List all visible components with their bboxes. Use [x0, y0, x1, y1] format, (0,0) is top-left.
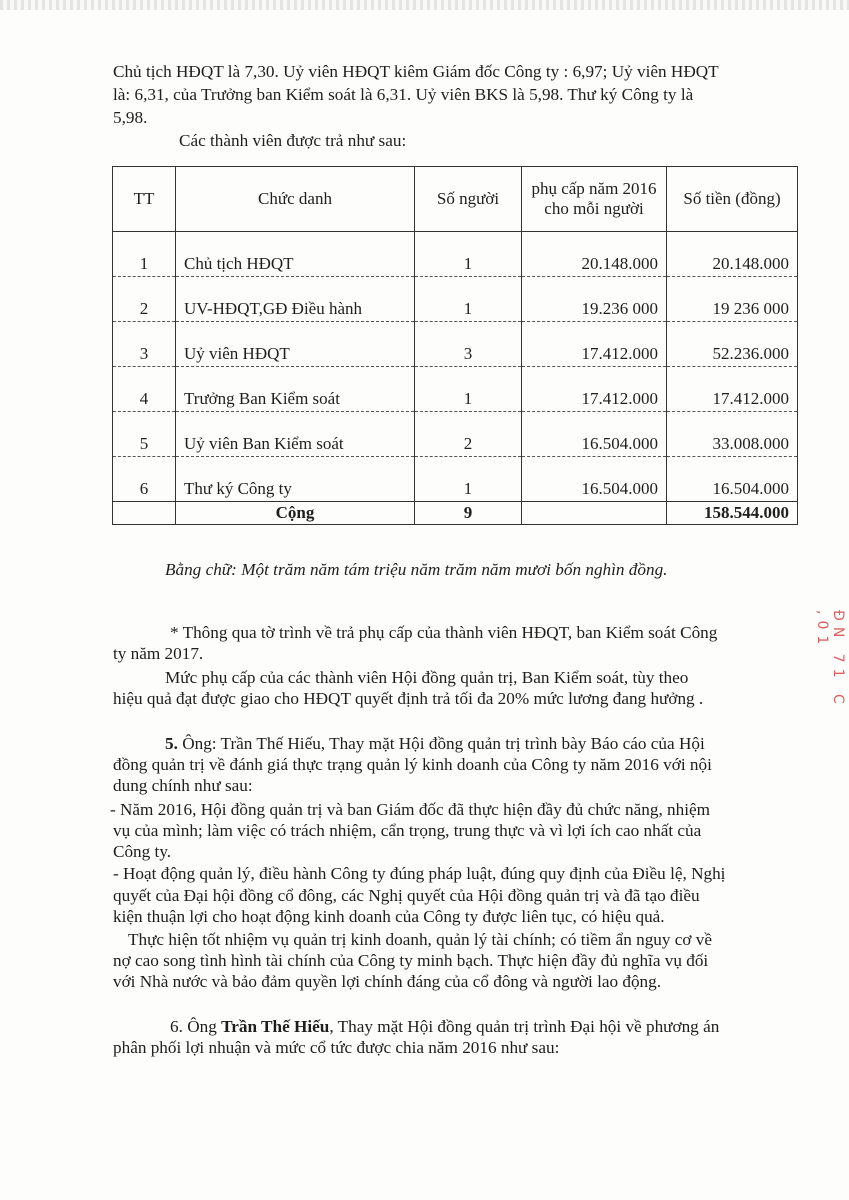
- cell-title: Uỷ viên HĐQT: [176, 322, 415, 367]
- allowance-line-2: ty năm 2017.: [113, 644, 204, 663]
- margin-stamp: ĐN 71 C ,01: [814, 610, 846, 710]
- cell-amount: 19 236 000: [667, 277, 798, 322]
- cell-tt: 3: [113, 322, 176, 367]
- table-row: [113, 277, 798, 322]
- cell-title: UV-HĐQT,GĐ Điều hành: [176, 277, 415, 322]
- section5-line-6: Công ty.: [113, 842, 172, 861]
- cell-allowance: 16.504.000: [522, 457, 667, 502]
- section5-line-4: - Năm 2016, Hội đồng quản trị và ban Giám đốc đã thực hiện đầy đủ chức năng, nhiệm: [110, 800, 710, 819]
- table-header-row: [113, 167, 798, 232]
- section5-line-1: [165, 733, 705, 755]
- section5-line-5: vụ của mình; làm việc có trách nhiệm, cẩn trọng, trung thực và vì lợi ích cao nhất của: [113, 821, 702, 840]
- cell-count: 1: [415, 367, 522, 412]
- cell-allowance: 19.236 000: [522, 277, 667, 322]
- header-amount: Số tiền (đồng): [667, 167, 798, 232]
- cell-title: Uỷ viên Ban Kiểm soát: [176, 412, 415, 457]
- cell-count: 1: [415, 232, 522, 277]
- section6-suffix: , Thay mặt Hội đồng quản trị trình Đại hội về phương án: [329, 1017, 720, 1036]
- intro-line-1: Chủ tịch HĐQT là 7,30. Uỷ viên HĐQT kiêm Giám đốc Công ty : 6,97; Uỷ viên HĐQT: [113, 62, 719, 81]
- cell-amount: 20.148.000: [667, 232, 798, 277]
- table-row: [113, 232, 798, 277]
- section6-name: Trần Thế Hiếu: [221, 1017, 330, 1036]
- cell-tt: 6: [113, 457, 176, 502]
- cell-allowance: 16.504.000: [522, 412, 667, 457]
- cell-amount: 16.504.000: [667, 457, 798, 502]
- allowance-table: [112, 166, 798, 525]
- section6-line-1: [170, 1016, 719, 1038]
- section5-line-1-text: Ông: Trần Thế Hiếu, Thay mặt Hội đồng quản trị trình bày Báo cáo của Hội: [182, 734, 705, 753]
- section6-prefix: 6. Ông: [170, 1017, 222, 1036]
- cell-tt: 4: [113, 367, 176, 412]
- cell-amount: 33.008.000: [667, 412, 798, 457]
- total-count: 9: [415, 502, 522, 525]
- section5-line-11: nợ cao song tình hình tài chính của Công ty minh bạch. Thực hiện đầy đủ nghĩa vụ đối: [113, 951, 709, 970]
- cell-allowance: 17.412.000: [522, 322, 667, 367]
- allowance-line-4: hiệu quả đạt được giao cho HĐQT quyết định trả tối đa 20% mức lương đang hưởng .: [113, 689, 704, 708]
- header-tt: TT: [113, 167, 176, 232]
- cell-amount: 52.236.000: [667, 322, 798, 367]
- total-amount: 158.544.000: [667, 502, 798, 525]
- section5-line-3: dung chính như sau:: [113, 776, 253, 795]
- section5-line-7: - Hoạt động quản lý, điều hành Công ty đúng pháp luật, đúng quy định của Điều lệ, Nghị: [113, 864, 726, 883]
- section5-line-8: quyết của Đại hội đồng cổ đông, các Nghị quyết của Hội đồng quản trị và đã tạo điều: [113, 886, 700, 905]
- cell-title: Thư ký Công ty: [176, 457, 415, 502]
- allowance-line-3: Mức phụ cấp của các thành viên Hội đồng quản trị, Ban Kiểm soát, tùy theo: [165, 668, 689, 687]
- section6-line-2: phân phối lợi nhuận và mức cổ tức được chia năm 2016 như sau:: [113, 1038, 560, 1057]
- header-count: Số người: [415, 167, 522, 232]
- cell-title: Chủ tịch HĐQT: [176, 232, 415, 277]
- cell-tt: 5: [113, 412, 176, 457]
- cell-amount: 17.412.000: [667, 367, 798, 412]
- cell-count: 1: [415, 277, 522, 322]
- cell-allowance: 20.148.000: [522, 232, 667, 277]
- table-row: [113, 412, 798, 457]
- scan-edge: [0, 0, 849, 10]
- table-total-row: [113, 502, 798, 525]
- amount-in-words: Bằng chữ: Một trăm năm tám triệu năm trăm năm mươi bốn nghìn đồng.: [165, 560, 668, 579]
- table-row: [113, 367, 798, 412]
- cell-count: 1: [415, 457, 522, 502]
- allowance-line-1: * Thông qua tờ trình về trả phụ cấp của thành viên HĐQT, ban Kiểm soát Công: [170, 623, 718, 642]
- header-allowance: phụ cấp năm 2016 cho mỗi người: [522, 167, 667, 232]
- total-blank: [113, 502, 176, 525]
- section5-line-9: kiện thuận lợi cho hoạt động kinh doanh của Công ty được liên tục, có hiệu quả.: [113, 907, 665, 926]
- intro-line-2: là: 6,31, của Trưởng ban Kiểm soát là 6,31. Uỷ viên BKS là 5,98. Thư ký Công ty là: [113, 85, 694, 104]
- section5-line-2: đồng quản trị về đánh giá thực trạng quản lý kinh doanh của Công ty năm 2016 với nội: [113, 755, 712, 774]
- header-title: Chức danh: [176, 167, 415, 232]
- intro-line-3: 5,98.: [113, 108, 148, 127]
- total-blank-allowance: [522, 502, 667, 525]
- section5-number: 5.: [165, 734, 178, 753]
- section5-line-12: với Nhà nước và bảo đảm quyền lợi chính đáng của cổ đông và người lao động.: [113, 972, 662, 991]
- cell-tt: 1: [113, 232, 176, 277]
- intro-line-4: Các thành viên được trả như sau:: [179, 131, 407, 150]
- table-row: [113, 322, 798, 367]
- cell-tt: 2: [113, 277, 176, 322]
- cell-count: 3: [415, 322, 522, 367]
- cell-allowance: 17.412.000: [522, 367, 667, 412]
- total-label: Cộng: [176, 502, 415, 525]
- section5-line-10: Thực hiện tốt nhiệm vụ quản trị kinh doanh, quản lý tài chính; có tiềm ẩn nguy cơ về: [128, 930, 713, 949]
- table-row: [113, 457, 798, 502]
- cell-count: 2: [415, 412, 522, 457]
- cell-title: Trưởng Ban Kiểm soát: [176, 367, 415, 412]
